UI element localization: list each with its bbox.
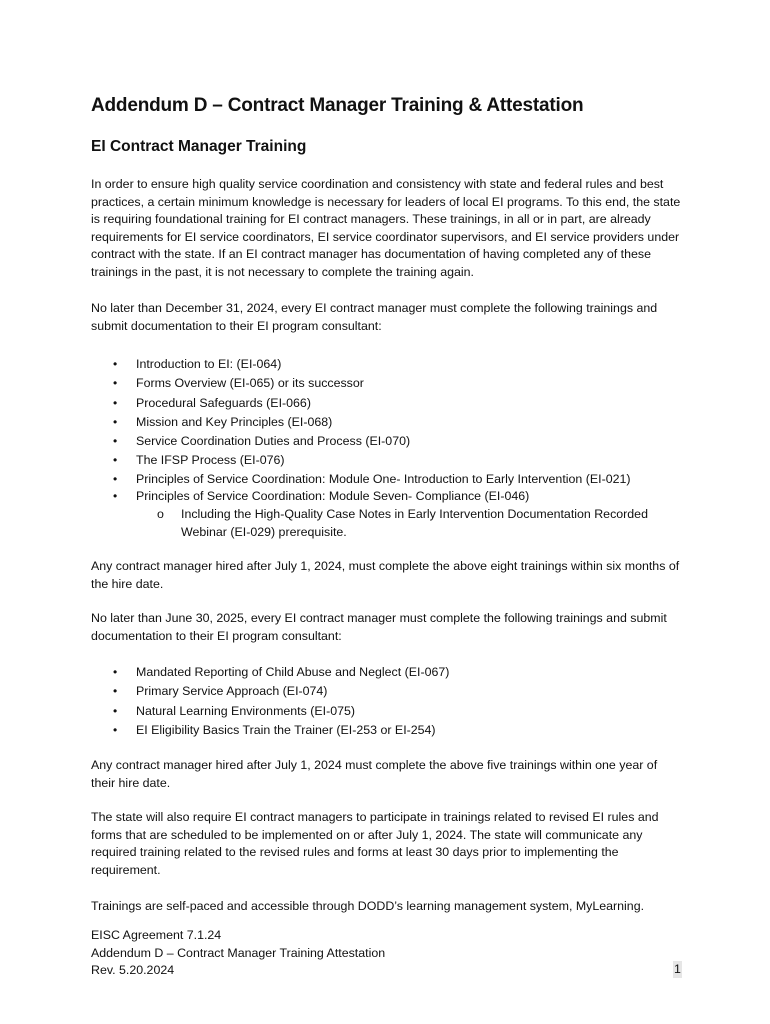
list-item: [91, 413, 681, 432]
revised-rules-paragraph: The state will also require EI contract managers to participate in trainings related to revised EI rules and forms that are scheduled to be implemented on or after July 1, 2024. The state will communicate any required training related to the revised rules and forms at least 30 days prior to implementing the requirement.: [91, 810, 659, 877]
circle-bullet-icon: o: [157, 507, 164, 521]
training-list-2025: [91, 663, 681, 740]
list-item-label: Mandated Reporting of Child Abuse and Neglect (EI-067): [136, 665, 450, 679]
bullet-icon: •: [113, 471, 118, 486]
page-title: Addendum D – Contract Manager Training & Attestation: [91, 95, 584, 116]
list-item-label: Natural Learning Environments (EI-075): [136, 703, 356, 718]
bullet-icon: •: [113, 453, 118, 468]
deadline-2025-paragraph: No later than June 30, 2025, every EI contract manager must complete the following trainings and submit documentation to their EI program consultant:: [91, 611, 667, 643]
self-paced-paragraph: Trainings are self-paced and accessible through DODD’s learning management system, MyLearning.: [91, 899, 645, 913]
bullet-icon: •: [113, 395, 118, 410]
footer-agreement: EISC Agreement 7.1.24: [91, 928, 222, 942]
list-item: [91, 394, 681, 413]
sub-list-item: [157, 505, 681, 541]
footer-revision: Rev. 5.20.2024: [91, 963, 175, 977]
training-list-2024: [91, 355, 681, 506]
hire-2025-paragraph: Any contract manager hired after July 1, 2024 must complete the above five trainings within one year of their hire date.: [91, 758, 658, 790]
footer-addendum: Addendum D – Contract Manager Training Attestation: [91, 945, 386, 960]
list-item-label: Forms Overview (EI-065) or its successor: [136, 376, 364, 391]
page-number: 1: [674, 962, 681, 976]
list-item: [91, 663, 681, 682]
list-item: [91, 355, 681, 374]
bullet-icon: •: [113, 357, 118, 371]
deadline-2024-paragraph: No later than December 31, 2024, every EI contract manager must complete the following trainings and submit documentation to their EI program consultant:: [91, 301, 658, 333]
list-item: [91, 374, 681, 393]
list-item: [91, 451, 681, 470]
list-item-label: Primary Service Approach (EI-074): [136, 684, 328, 699]
list-item-label: Mission and Key Principles (EI-068): [136, 414, 333, 429]
bullet-icon: •: [113, 376, 118, 391]
list-item-label: Principles of Service Coordination: Module One- Introduction to Early Intervention (EI-021): [136, 471, 631, 486]
list-item-label: The IFSP Process (EI-076): [136, 453, 285, 468]
bullet-icon: •: [113, 434, 118, 449]
bullet-icon: •: [113, 684, 118, 699]
list-item: [91, 702, 681, 721]
list-item: [91, 721, 681, 740]
bullet-icon: •: [113, 703, 118, 718]
hire-2024-paragraph: Any contract manager hired after July 1, 2024, must complete the above eight trainings within six months of the hire date.: [91, 559, 680, 591]
list-item-label: EI Eligibility Basics Train the Trainer (EI-253 or EI-254): [136, 722, 436, 737]
section-heading: EI Contract Manager Training: [91, 138, 307, 155]
bullet-icon: •: [113, 665, 118, 679]
list-item: [91, 471, 681, 489]
bullet-icon: •: [113, 414, 118, 429]
sub-list-item-label: Including the High-Quality Case Notes in Early Intervention Documentation Recorded Webinar (EI-029) prerequisite.: [181, 507, 648, 539]
list-item-label: Service Coordination Duties and Process (EI-070): [136, 434, 411, 449]
page-footer: [91, 927, 385, 980]
bullet-icon: •: [113, 489, 118, 504]
list-item: [91, 682, 681, 701]
list-item: [91, 488, 681, 506]
list-item-label: Introduction to EI: (EI-064): [136, 357, 282, 371]
list-item: [91, 432, 681, 451]
list-item-label: Principles of Service Coordination: Module Seven- Compliance (EI-046): [136, 489, 530, 504]
intro-paragraph: In order to ensure high quality service coordination and consistency with state and federal rules and best practices, a certain minimum knowledge is necessary for leaders of local EI programs. To this end, the state is requiring foundational training for EI contract managers. These trainings, in all or in part, are already requirements for EI service coordinators, EI service coordinator supervisors, and EI service providers under contract with the state. If an EI contract manager has documentation of having completed any of these trainings in the past, it is not necessary to complete the training again.: [91, 177, 681, 279]
list-item-label: Procedural Safeguards (EI-066): [136, 395, 311, 410]
bullet-icon: •: [113, 722, 118, 737]
